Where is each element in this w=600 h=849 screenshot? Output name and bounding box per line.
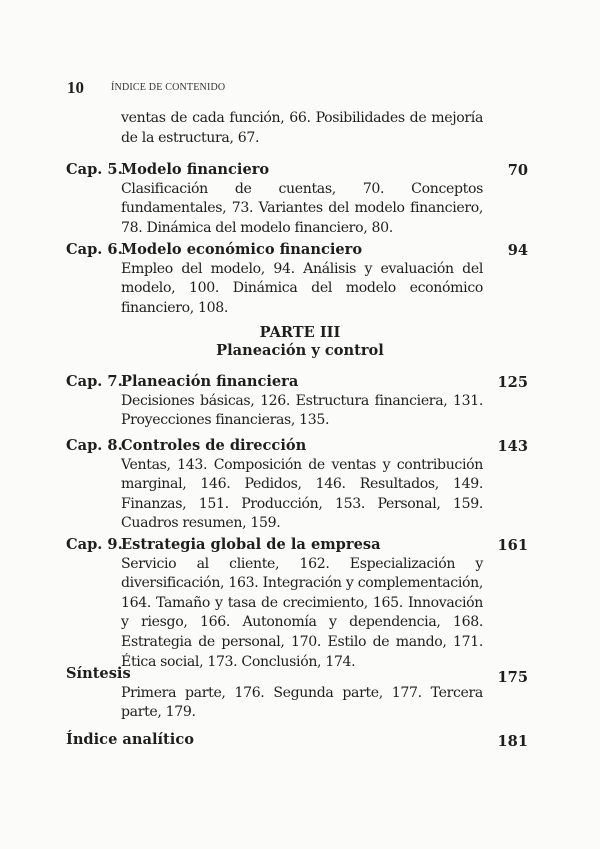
- running-title: ÍNDICE DE CONTENIDO: [111, 82, 226, 93]
- chapter-title[interactable]: Planeación financiera: [121, 373, 299, 390]
- toc-entry-cap5[interactable]: [66, 160, 528, 238]
- index-title[interactable]: Índice analítico: [66, 731, 194, 748]
- toc-entry-cap6[interactable]: [66, 240, 528, 318]
- chapter-title[interactable]: Estrategia global de la empresa: [121, 536, 381, 553]
- chapter-title[interactable]: Controles de dirección: [121, 437, 307, 454]
- chapter-page: 125: [497, 374, 528, 391]
- chapter-label: Cap. 7.: [66, 373, 123, 390]
- chapter-label: Cap. 9.: [66, 536, 123, 553]
- toc-entry-cap7[interactable]: [66, 372, 528, 431]
- toc-entry-cap9[interactable]: [66, 535, 528, 672]
- chapter-description: Empleo del modelo, 94. Análisis y evaluación del modelo, 100. Dinámica del modelo económico financiero, 108.: [121, 260, 483, 316]
- synthesis-title[interactable]: Síntesis: [66, 665, 131, 682]
- part-number: PARTE III: [259, 324, 341, 341]
- page-number: 10: [67, 78, 84, 97]
- synthesis-page: 175: [497, 669, 528, 686]
- part-title: Planeación y control: [216, 342, 384, 359]
- chapter-label: Cap. 8.: [66, 437, 123, 454]
- synthesis-description: Primera parte, 176. Segunda parte, 177. Tercera parte, 179.: [121, 684, 483, 721]
- chapter-page: 70: [507, 162, 528, 179]
- chapter-page: 94: [507, 242, 528, 259]
- chapter-page: 143: [497, 438, 528, 455]
- toc-entry-cap8[interactable]: [66, 436, 528, 534]
- continuation-text: ventas de cada función, 66. Posibilidades de mejoría de la estructura, 67.: [121, 110, 483, 146]
- toc-entry-synthesis[interactable]: [66, 664, 528, 723]
- chapter-description: Servicio al cliente, 162. Especialización y diversificación, 163. Integración y complementación, 164. Tamaño y tasa de crecimiento, 165. Innovación y riesgo, 166. Autonomía y dependencia, 168. Estrategia de personal, 170. Estilo de mando, 171. Ética social, 173. Conclusión, 174.: [121, 555, 483, 670]
- index-page: 181: [497, 733, 528, 750]
- chapter-description: Clasificación de cuentas, 70. Conceptos fundamentales, 73. Variantes del modelo financiero, 78. Dinámica del modelo financiero, 80.: [121, 180, 483, 236]
- chapter-label: Cap. 5.: [66, 161, 123, 178]
- chapter-title[interactable]: Modelo financiero: [121, 161, 270, 178]
- chapter-description: Ventas, 143. Composición de ventas y contribución marginal, 146. Pedidos, 146. Resultados, 149. Finanzas, 151. Producción, 153. Personal, 159. Cuadros resumen, 159.: [121, 456, 483, 532]
- chapter-title[interactable]: Modelo económico financiero: [121, 241, 363, 258]
- chapter-label: Cap. 6.: [66, 241, 123, 258]
- toc-entry-index[interactable]: [66, 730, 528, 750]
- chapter-description: Decisiones básicas, 126. Estructura financiera, 131. Proyecciones financieras, 135.: [121, 392, 483, 429]
- chapter-page: 161: [497, 537, 528, 554]
